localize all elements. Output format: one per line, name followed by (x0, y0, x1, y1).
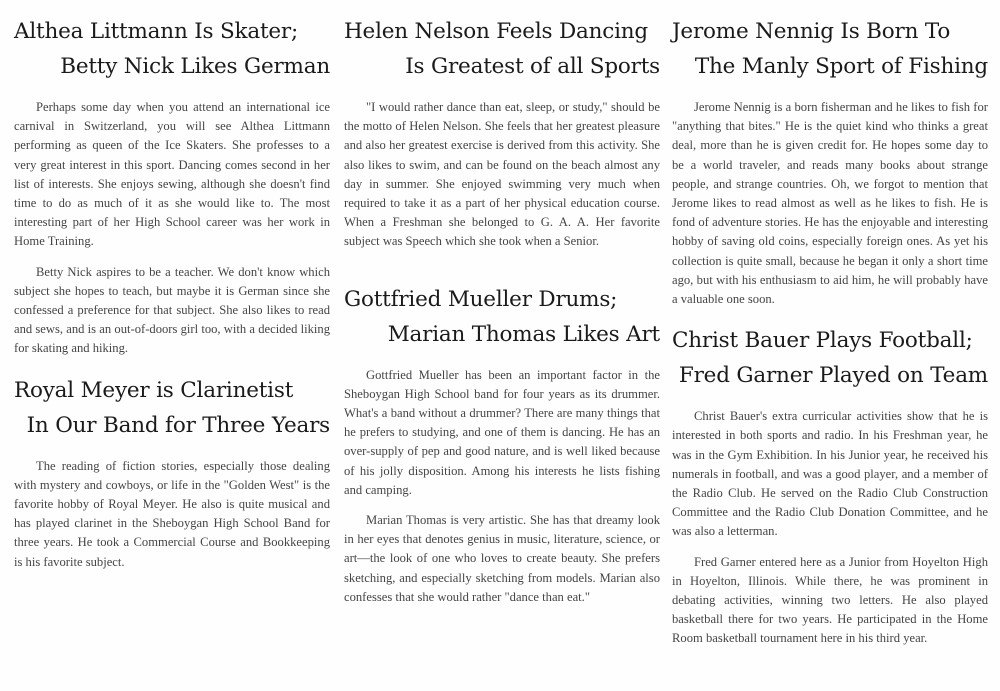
article-meyer (14, 373, 330, 572)
article-paragraph: The reading of fiction stories, especially those dealing with mystery and cowboys, or life in the "Golden West" is the favorite hobby of Royal Meyer. He also is quite musical and has played clarinet in the Sheboygan High School Band for three years. He took a Commercial Course and Bookkeeping is his favorite subject. (14, 458, 330, 569)
headline-line-2: Fred Garner Played on Team (678, 363, 988, 389)
article-paragraph: Betty Nick aspires to be a teacher. We don't know which subject she hopes to teach, but maybe it is German since she confessed a preference for that subject. She also likes to read and sews, and is an out-of-doors girl too, with a decided liking for skating and hiking. (14, 264, 330, 356)
article-paragraph: "I would rather dance than eat, sleep, or study," should be the motto of Helen Nelson. She feels that her greatest pleasure and also her greatest exercise is derived from this activity. She also likes to swim, and can be found on the beach almost any day in summer. She enjoyed swimming very much when required to take it as a part of her physical education course. When a Freshman she belonged to G. A. A. Her favorite subject was Speech which she took when a Senior. (344, 100, 660, 249)
headline-line-2: Marian Thomas Likes Art (387, 321, 660, 347)
article-paragraph: Perhaps some day when you attend an international ice carnival in Switzerland, you will see Althea Littmann performing as queen of the Ice Skaters. She professes to a very great interest in this sport. Dancing comes second in her list of interests. She enjoys sewing, although she doesn't find time to do as much of it as she would like to. The most interesting part of her High School career was her work in Home Training. (14, 100, 330, 249)
column-middle (344, 14, 660, 607)
headline-line-1: Jerome Nennig Is Born To (672, 19, 951, 44)
article-littmann-nick (14, 14, 330, 359)
article-paragraph: Marian Thomas is very artistic. She has that dreamy look in her eyes that denotes genius in music, literature, science, or art—the look of one who loves to create beauty. She prefers sketching, and especially sketching from models. Marian also confesses that she would rather "dance than eat." (344, 513, 660, 604)
article-headline (672, 14, 988, 84)
article-headline (344, 282, 660, 352)
article-mueller-thomas (344, 282, 660, 607)
headline-line-1: Helen Nelson Feels Dancing (344, 19, 648, 44)
headline-line-2: The Manly Sport of Fishing (694, 54, 988, 79)
headline-line-1: Christ Bauer Plays Football; (672, 328, 973, 354)
article-nelson (344, 14, 660, 252)
column-right (672, 14, 988, 649)
article-paragraph: Fred Garner entered here as a Junior from Hoyelton High in Hoyelton, Illinois. While there, he was prominent in debating activities, winning two letters. He also played basketball there for two years. He participated in the Home Room basketball tournament here in his third year. (672, 554, 988, 646)
article-paragraph: Christ Bauer's extra curricular activities show that he is interested in both sports and radio. In his Freshman year, he was in the Gym Exhibition. In his Junior year, he received his numerals in football, and was a good player, and a member of the Radio Club. He served on the Radio Club Construction Committee and the Radio Club Donation Committee, and he was also a letterman. (672, 409, 988, 539)
article-paragraph: Jerome Nennig is a born fisherman and he likes to fish for "anything that bites." He is the quiet kind who thinks a great deal, more than he is given credit for. He hopes some day to be a world traveler, and reads many books about strange people, and strange countries. Oh, we forgot to mention that Jerome likes to read almost as well as he likes to fish. He is fond of adventure stories. He has the enjoyable and interesting hobby of saving old coins, especially foreign ones. As yet his collection is quite small, because he began it only a short time ago, but with his enthusiasm to aid him, he will probably have a valuable one soon. (672, 100, 988, 307)
headline-line-1: Royal Meyer is Clarinetist (14, 377, 294, 403)
article-headline (344, 14, 660, 84)
headline-line-1: Gottfried Mueller Drums; (344, 286, 618, 312)
article-headline (14, 373, 330, 443)
article-headline (14, 14, 330, 84)
column-left (14, 14, 330, 572)
headline-line-2: In Our Band for Three Years (26, 412, 330, 438)
article-paragraph: Gottfried Mueller has been an important factor in the Sheboygan High School band for four years as its drummer. What's a band without a drummer? There are many things that he prefers to studying, and one of them is dancing. He has an over-supply of pep and good nature, and is well liked because of his jolly disposition. Among his interests he lists fishing and camping. (344, 367, 660, 497)
headline-line-2: Is Greatest of all Sports (405, 54, 660, 79)
article-nennig (672, 14, 988, 309)
headline-line-2: Betty Nick Likes German (60, 54, 330, 79)
article-headline (672, 323, 988, 393)
headline-line-1: Althea Littmann Is Skater; (14, 19, 299, 44)
article-bauer-garner (672, 323, 988, 648)
